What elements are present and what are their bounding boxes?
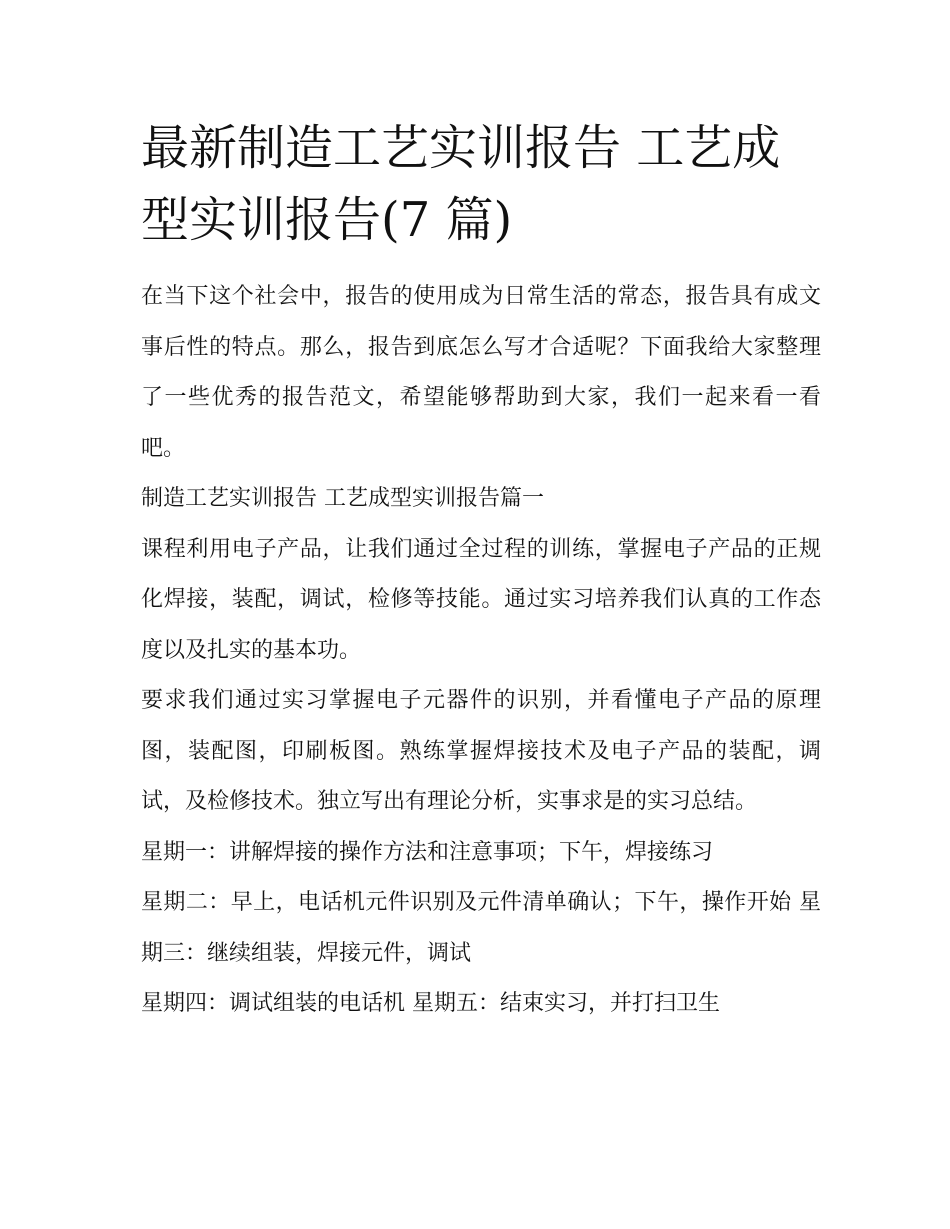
schedule-thursday-friday: 星期四：调试组装的电话机 星期五：结束实习，并打扫卫生	[141, 991, 720, 1016]
document-page	[141, 112, 821, 1030]
schedule-monday: 星期一：讲解焊接的操作方法和注意事项；下午，焊接练习	[141, 839, 714, 865]
intro-paragraph: 在当下这个社会中，报告的使用成为日常生活的常态，报告具有成文事后性的特点。那么，报告到底怎么写才合适呢？下面我给大家整理了一些优秀的报告范文，希望能够帮助到大家，我们一起来看一看吧。	[141, 284, 821, 461]
section-heading: 制造工艺实训报告 工艺成型实训报告篇一	[141, 486, 544, 511]
document-title: 最新制造工艺实训报告 工艺成型实训报告(7 篇)	[141, 120, 781, 248]
body-paragraph-1: 课程利用电子产品，让我们通过全过程的训练，掌握电子产品的正规化焊接，装配，调试，检修等技能。通过实习培养我们认真的工作态度以及扎实的基本功。	[141, 536, 821, 663]
schedule-tuesday-wednesday: 星期二：早上，电话机元件识别及元件清单确认；下午，操作开始 星期三：继续组装，焊接元件，调试	[141, 890, 821, 966]
body-paragraph-2: 要求我们通过实习掌握电子元器件的识别，并看懂电子产品的原理图，装配图，印刷板图。熟练掌握焊接技术及电子产品的装配，调试，及检修技术。独立写出有理论分析，实事求是的实习总结。	[141, 688, 821, 814]
